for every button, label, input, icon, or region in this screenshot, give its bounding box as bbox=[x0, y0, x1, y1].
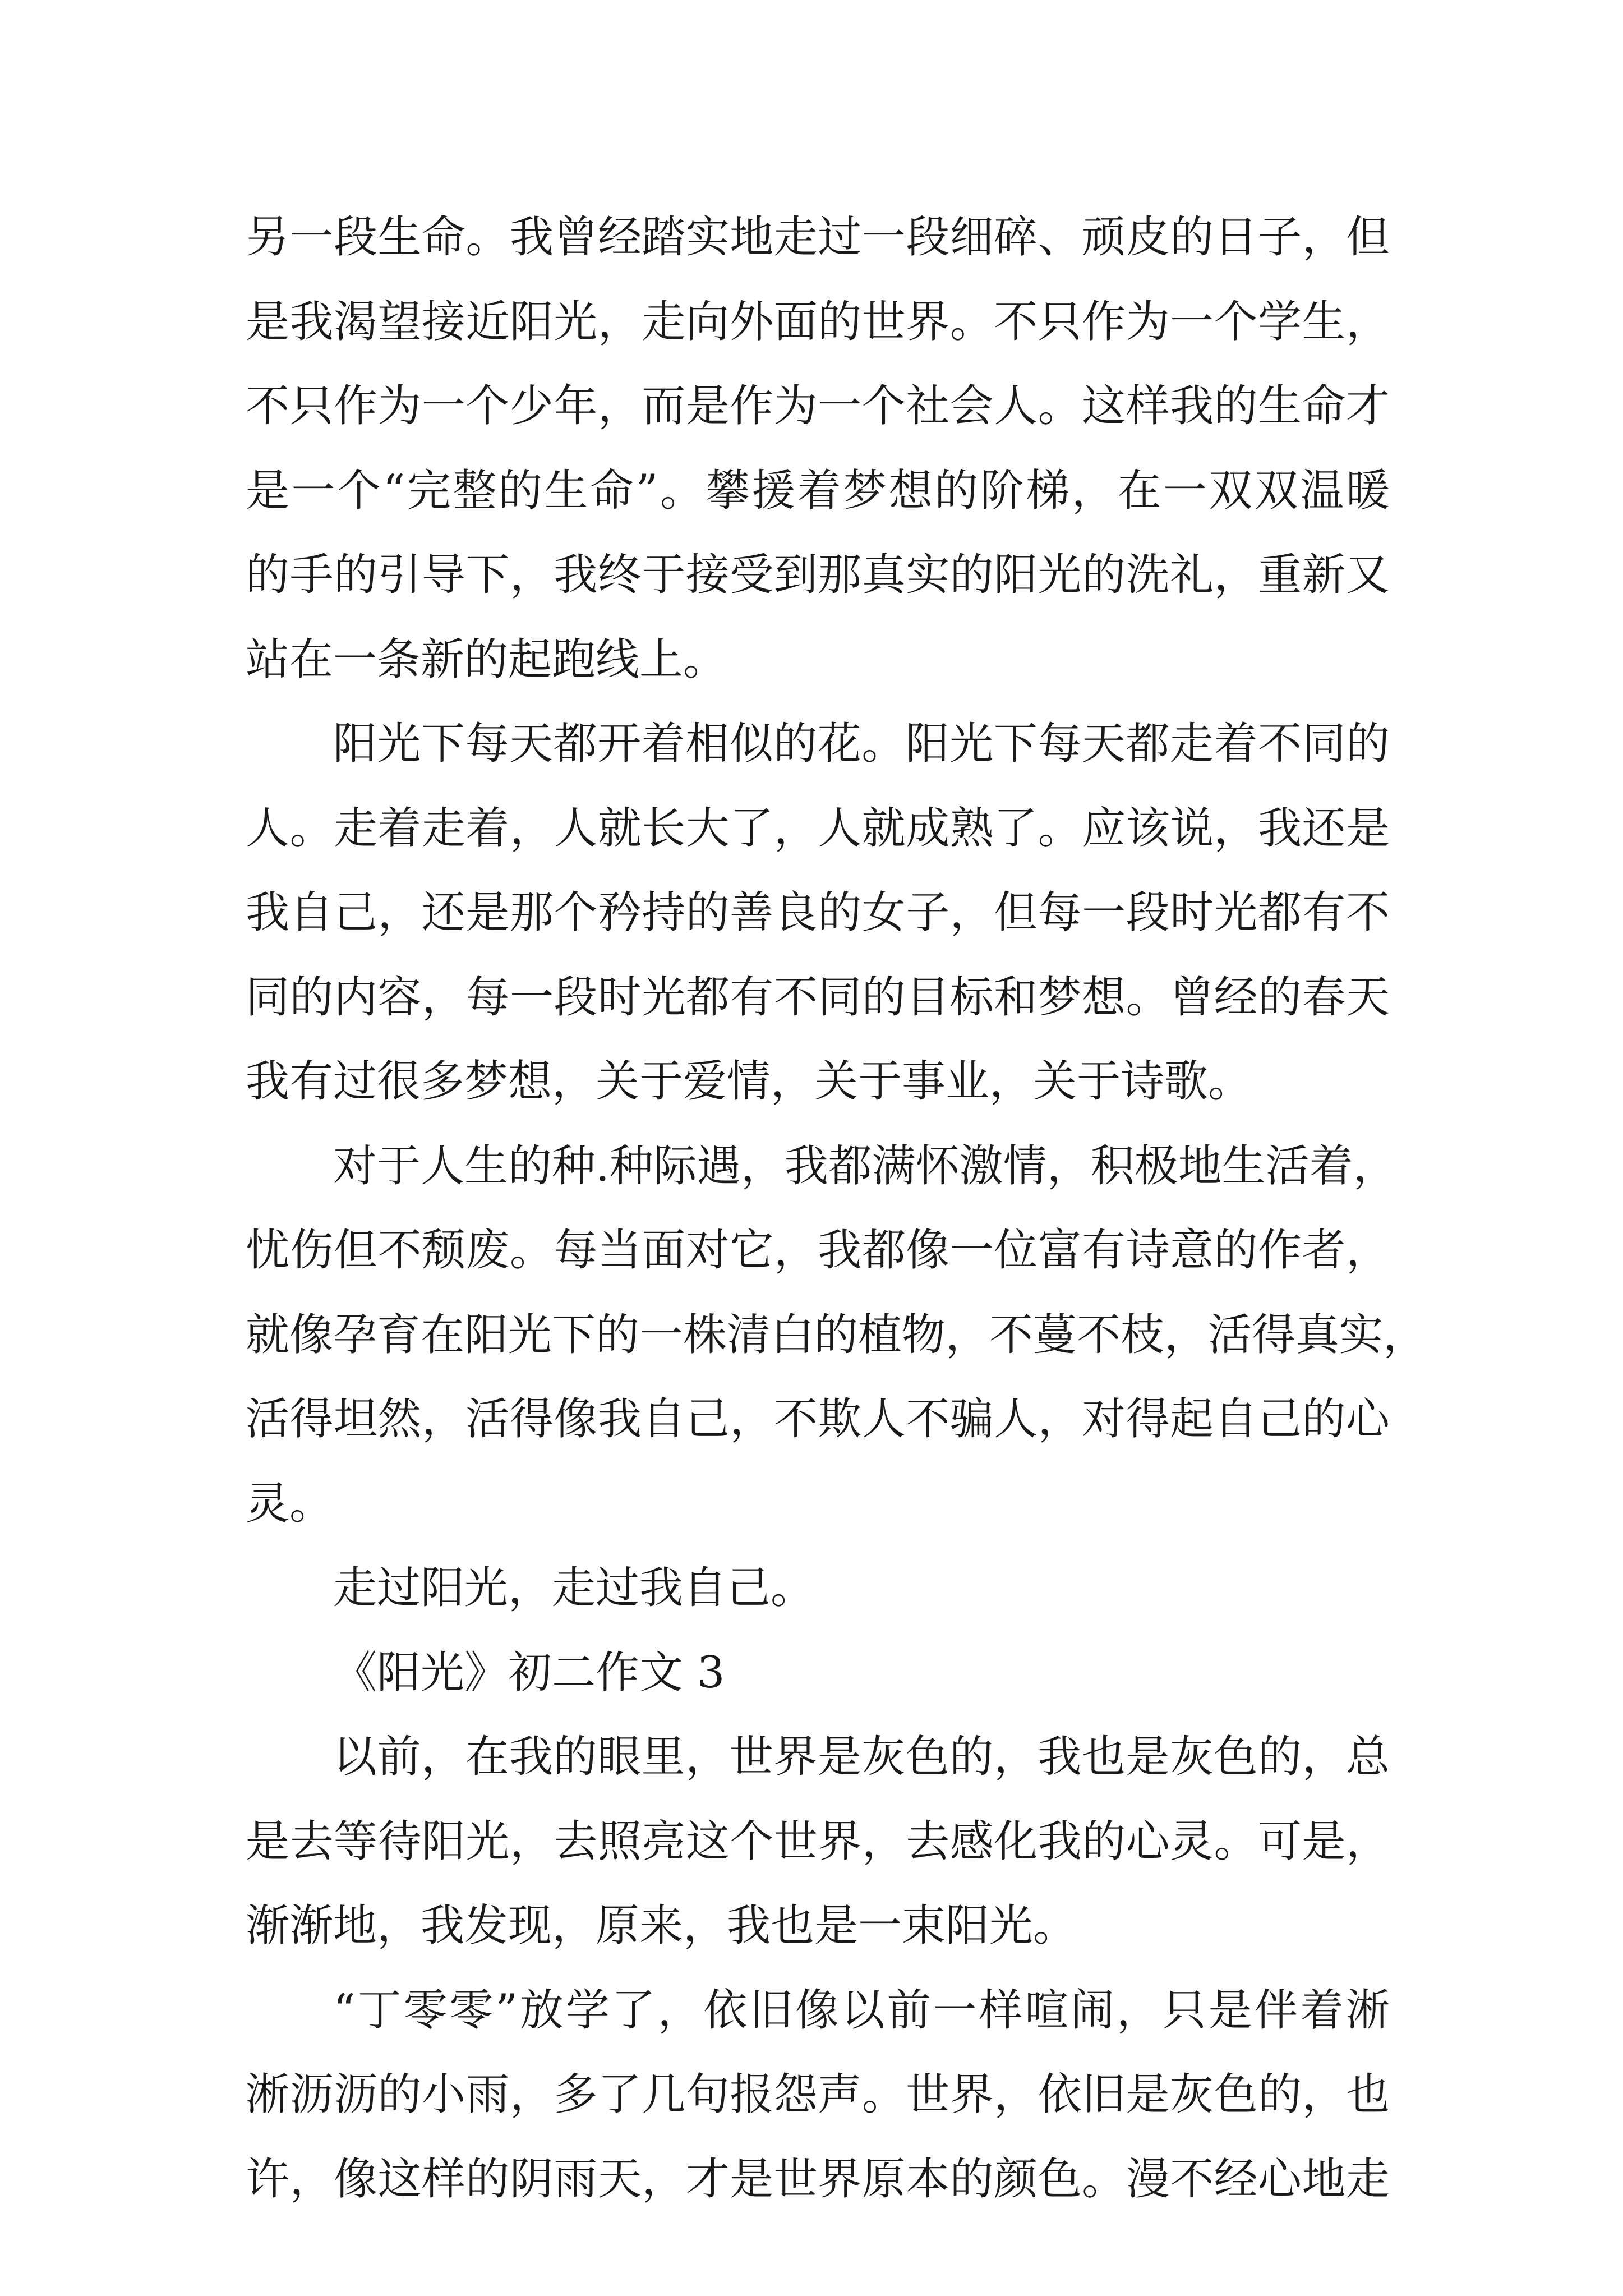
section-heading: 《阳光》初二作文 3 bbox=[333, 1648, 725, 1698]
text-line-10: 同的内容，每一段时光都有不同的目标和梦想。曾经的春天 bbox=[246, 972, 1390, 1023]
text-line-20: 是去等待阳光，去照亮这个世界，去感化我的心灵。可是， bbox=[246, 1816, 1390, 1867]
text-line-22: “丁零零”放学了，依旧像以前一样喧闹，只是伴着淅 bbox=[333, 1985, 1390, 2036]
text-line-13: 忧伤但不颓废。每当面对它，我都像一位富有诗意的作者， bbox=[246, 1225, 1390, 1276]
text-line-12: 对于人生的种.种际遇，我都满怀激情，积极地生活着， bbox=[333, 1141, 1397, 1191]
text-line-15: 活得坦然，活得像我自己，不欺人不骗人，对得起自己的心 bbox=[246, 1394, 1390, 1444]
text-line-5: 的手的引导下，我终于接受到那真实的阳光的洗礼，重新又 bbox=[246, 550, 1390, 600]
text-line-1: 另一段生命。我曾经踏实地走过一段细碎、顽皮的日子，但 bbox=[246, 212, 1390, 263]
text-line-21: 渐渐地，我发现，原来，我也是一束阳光。 bbox=[246, 1901, 1077, 1951]
text-line-16: 灵。 bbox=[246, 1479, 334, 1529]
text-line-8: 人。走着走着，人就长大了，人就成熟了。应该说，我还是 bbox=[246, 803, 1390, 854]
text-line-6: 站在一条新的起跑线上。 bbox=[246, 634, 727, 685]
text-line-14: 就像孕育在阳光下的一株清白的植物，不蔓不枝，活得真实， bbox=[246, 1310, 1427, 1360]
text-line-24: 许，像这样的阴雨天，才是世界原本的颜色。漫不经心地走 bbox=[246, 2154, 1390, 2205]
text-line-19: 以前，在我的眼里，世界是灰色的，我也是灰色的，总 bbox=[333, 1732, 1390, 1782]
text-line-4: 是一个“完整的生命”。攀援着梦想的阶梯，在一双双温暖 bbox=[246, 466, 1390, 516]
text-line-17: 走过阳光，走过我自己。 bbox=[333, 1563, 815, 1613]
text-line-11: 我有过很多梦想，关于爱情，关于事业，关于诗歌。 bbox=[246, 1056, 1252, 1107]
text-line-2: 是我渴望接近阳光，走向外面的世界。不只作为一个学生， bbox=[246, 297, 1390, 347]
text-line-23: 淅沥沥的小雨，多了几句报怨声。世界，依旧是灰色的，也 bbox=[246, 2069, 1390, 2120]
text-line-7: 阳光下每天都开着相似的花。阳光下每天都走着不同的 bbox=[333, 719, 1390, 769]
text-line-9: 我自己，还是那个矜持的善良的女子，但每一段时光都有不 bbox=[246, 887, 1390, 938]
text-line-3: 不只作为一个少年，而是作为一个社会人。这样我的生命才 bbox=[246, 381, 1390, 431]
